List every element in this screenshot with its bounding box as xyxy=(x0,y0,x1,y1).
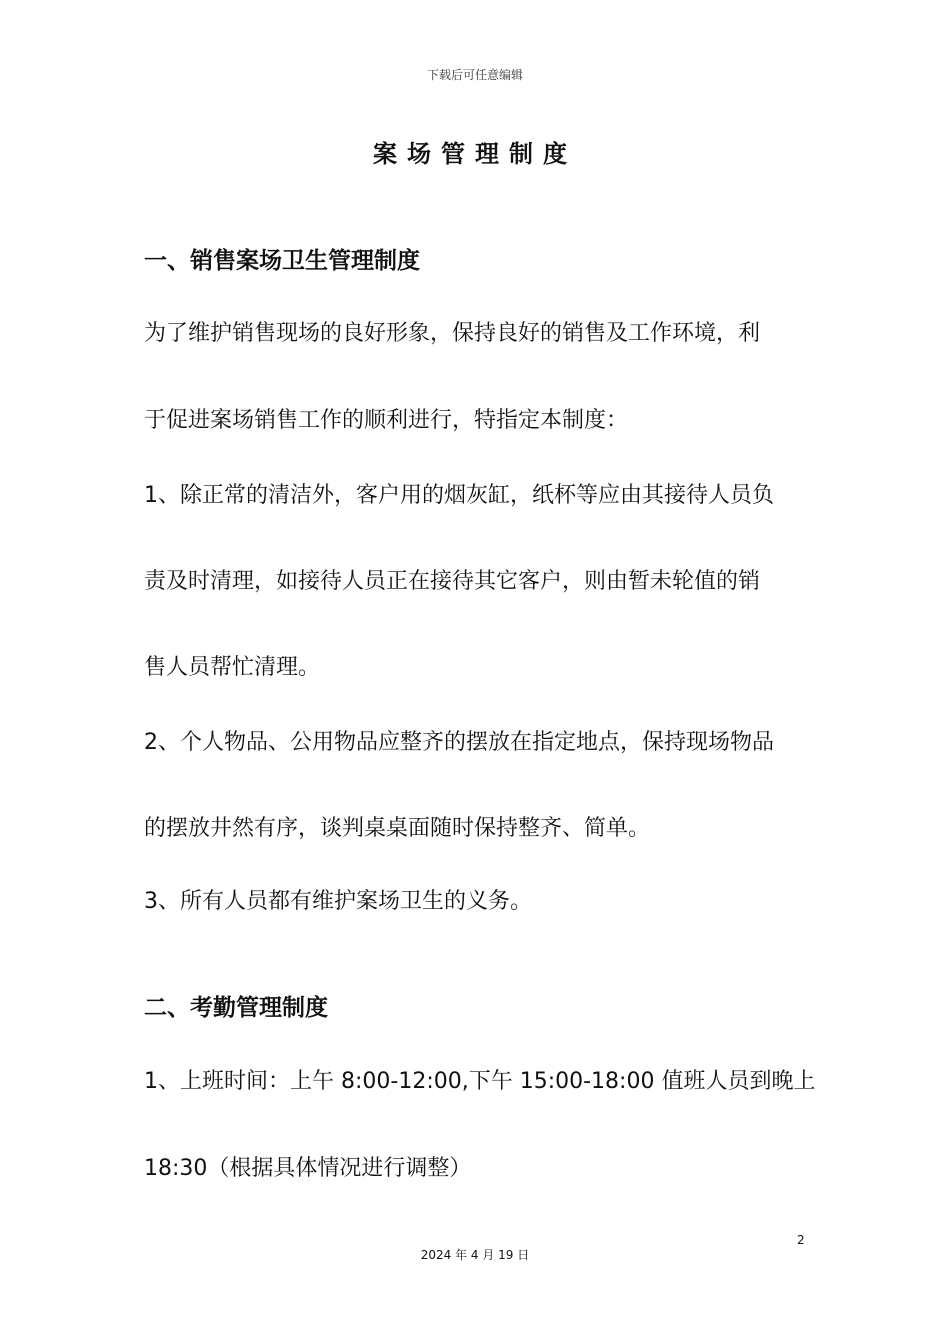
footer-date: 2024 年 4 月 19 日 xyxy=(420,1248,530,1262)
list-item-line: 18:30（根据具体情况进行调整） xyxy=(144,1156,472,1181)
paragraph-line: 于促进案场销售工作的顺利进行，特指定本制度： xyxy=(144,408,629,433)
page-header: 下载后可任意编辑 xyxy=(426,68,523,82)
list-item-line: 售人员帮忙清理。 xyxy=(144,655,321,680)
list-item-line: 3、所有人员都有维护案场卫生的义务。 xyxy=(144,889,532,914)
section-heading-attendance: 二、考勤管理制度 xyxy=(144,995,328,1021)
paragraph-line: 为了维护销售现场的良好形象，保持良好的销售及工作环境，利 xyxy=(144,321,761,346)
list-item-line: 2、个人物品、公用物品应整齐的摆放在指定地点，保持现场物品 xyxy=(144,730,774,755)
list-item-line: 责及时清理，如接待人员正在接待其它客户，则由暂未轮值的销 xyxy=(144,569,761,594)
list-item-line: 1、上班时间：上午 8:00-12:00,下午 15:00-18:00 值班人员到晚上 xyxy=(144,1069,816,1094)
list-item-line: 的摆放井然有序，谈判桌桌面随时保持整齐、简单。 xyxy=(144,816,651,841)
document-title: 案场管理制度 xyxy=(373,140,577,168)
section-heading-sanitation: 一、销售案场卫生管理制度 xyxy=(144,248,420,274)
page-number: 2 xyxy=(797,1233,805,1247)
list-item-line: 1、除正常的清洁外，客户用的烟灰缸，纸杯等应由其接待人员负 xyxy=(144,483,774,508)
